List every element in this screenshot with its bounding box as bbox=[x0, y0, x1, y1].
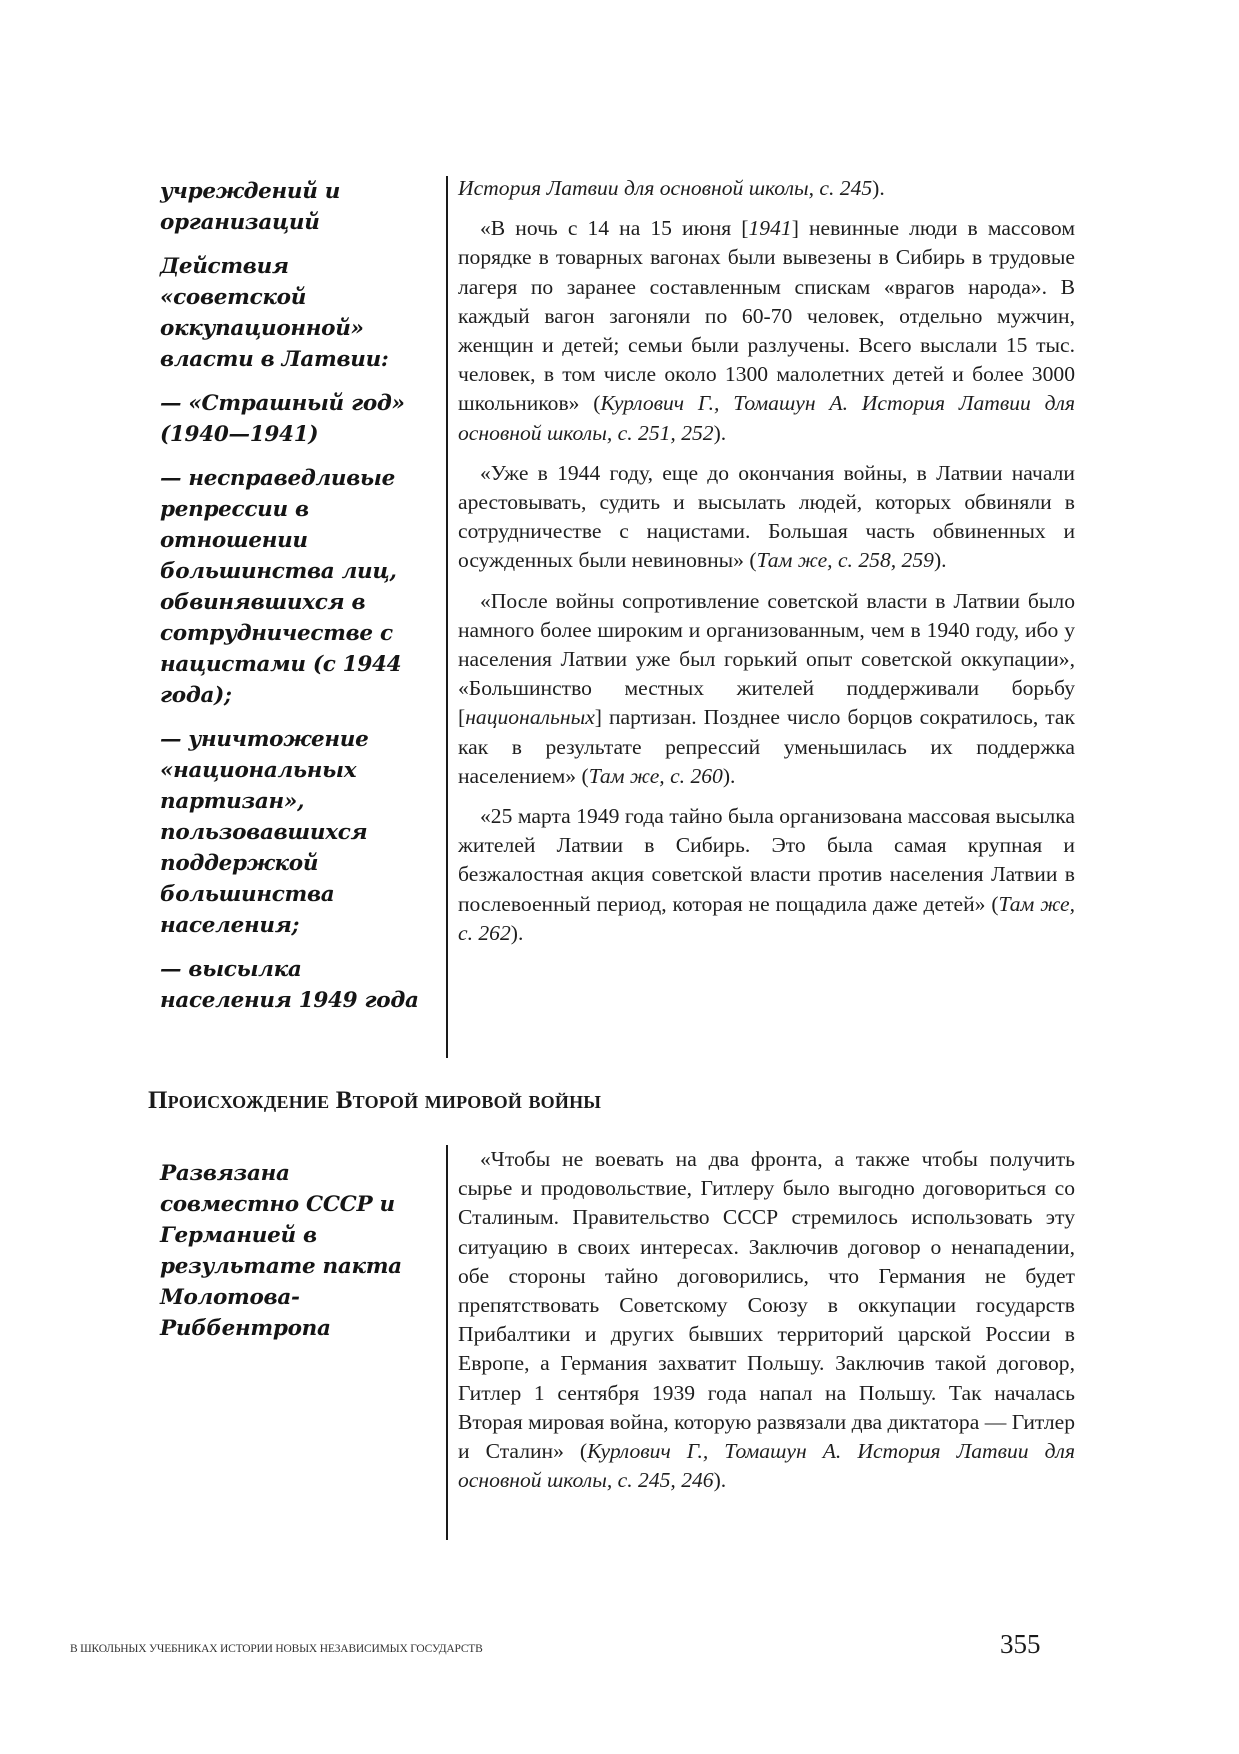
margin-note: — уничтожение «национальных партизан», пользовавшихся поддержкой большинства населения; bbox=[160, 727, 369, 938]
section-heading: Происхождение Второй мировой войны bbox=[148, 1087, 602, 1114]
citation: Там же, с. 260 bbox=[588, 763, 723, 788]
column-divider bbox=[446, 1145, 448, 1540]
quote-paragraph: «После войны сопротивление советской власти в Латвии было намного более широким и организованным, чем в 1940 году, ибо у населения Латвии уже был горький опыт советской оккупации», «Большинство местных жителей поддерживали борьбу [национальных] партизан. Позднее число борцов сократилось, так как в результате репрессий уменьшилась их поддержка населением» (Там же, с. 260). bbox=[458, 588, 1075, 788]
quote-paragraph: «Чтобы не воевать на два фронта, а также чтобы получить сырье и продовольствие, Гитлеру было выгодно договориться со Сталиным. Правительство СССР стремилось использовать эту ситуацию в своих интересах. Заключив договор о ненападении, обе стороны тайно договорились, что Германия не будет препятствовать Советскому Союзу в оккупации государств Прибалтики и других бывших территорий царской России в Европе, а Германия захватит Польшу. Заключив такой договор, Гитлер 1 сентября 1939 года напал на Польшу. Так началась Вторая мировая война, которую развязали два диктатора — Гитлер и Сталин» (Курлович Г., Томашун А. История Латвии для основной школы, с. 245, 246). bbox=[458, 1147, 1076, 1493]
citation: Там же, с. 258, 259 bbox=[756, 548, 934, 573]
running-footer-title: В ШКОЛЬНЫХ УЧЕБНИКАХ ИСТОРИИ НОВЫХ НЕЗАВИСИМЫХ ГОСУДАРСТВ bbox=[70, 1643, 483, 1655]
quote-paragraph: «25 марта 1949 года тайно была организована массовая высылка жителей Латвии в Сибирь. Это была самая крупная и безжалостная акция советской власти против населения Латвии в послевоенный период, которая не пощадила даже детей» (Там же, с. 262). bbox=[458, 804, 1075, 945]
quote-paragraph: «В ночь с 14 на 15 июня [1941] невинные люди в массовом порядке в товарных вагонах были вывезены в Сибирь в трудовые лагеря по заранее составленным спискам «врагов народа». В каждый вагон загоняли по 60-70 человек, отдельно мужчин, женщин и детей; семьи были разлучены. Всего выслали 15 тыс. человек, в том числе около 1300 малолетних детей и более 3000 школьников» (Курлович Г., Томашун А. История Латвии для основной школы, с. 251, 252). bbox=[458, 216, 1075, 445]
margin-notes-section-1 bbox=[160, 176, 432, 1029]
citation: 1941 bbox=[748, 216, 792, 241]
citation: История Латвии для основной школы, с. 245 bbox=[458, 176, 873, 200]
margin-note: Развязана совместно СССР и Германией в результате пакта Молотова-Риббентропа bbox=[160, 1161, 402, 1341]
citation: Курлович Г., Томашун А. История Латвии для основной школы, с. 245, 246 bbox=[458, 1439, 1076, 1493]
margin-note: — «Страшный год» (1940—1941) bbox=[160, 391, 405, 447]
citation: Курлович Г., Томашун А. История Латвии для основной школы, с. 251, 252 bbox=[458, 391, 1075, 445]
margin-note: Действия «советской оккупационной» власти в Латвии: bbox=[160, 254, 389, 372]
margin-note: — несправедливые репрессии в отношении большинства лиц, обвинявшихся в сотрудничестве с нацистами (с 1944 года); bbox=[160, 466, 402, 708]
citation: национальных bbox=[465, 705, 595, 730]
citation: Там же, с. 262 bbox=[458, 891, 1075, 945]
quote-paragraph: История Латвии для основной школы, с. 245). bbox=[458, 176, 885, 200]
margin-notes-section-2 bbox=[160, 1158, 432, 1357]
quotes-section-2 bbox=[458, 1145, 1075, 1506]
quotes-section-1 bbox=[458, 174, 1075, 959]
margin-note: учреждений и организаций bbox=[160, 179, 341, 235]
page-number: 355 bbox=[1000, 1629, 1041, 1659]
quote-paragraph: «Уже в 1944 году, еще до окончания войны, в Латвии начали арестовывать, судить и высылать людей, которых обвиняли в сотрудничестве с нацистами. Большая часть обвиненных и осужденных были невиновны» (Там же, с. 258, 259). bbox=[458, 460, 1075, 573]
column-divider bbox=[446, 176, 448, 1058]
margin-note: — высылка населения 1949 года bbox=[160, 957, 419, 1013]
